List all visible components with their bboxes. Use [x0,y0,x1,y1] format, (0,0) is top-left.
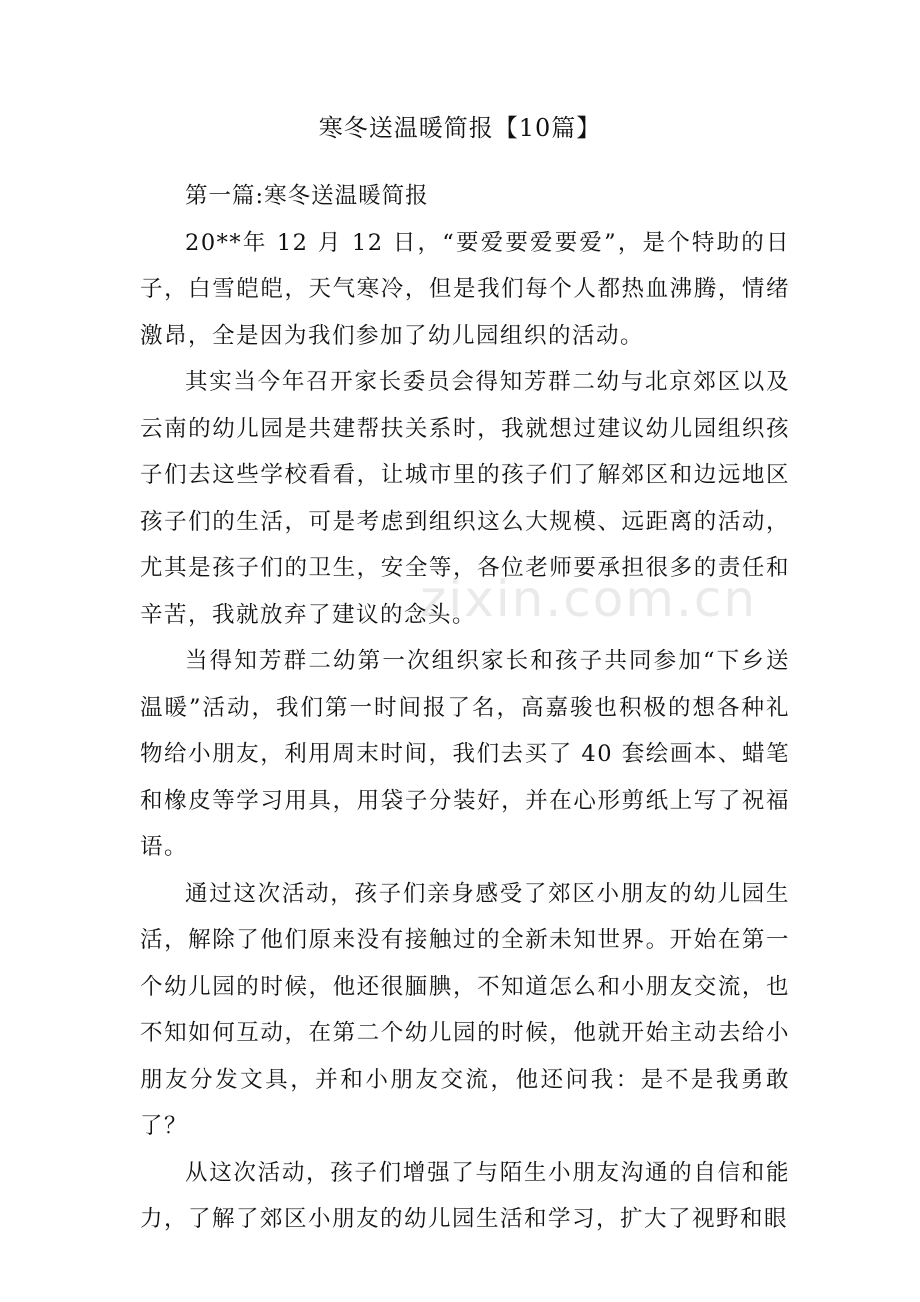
paragraph-1: 20**年 12 月 12 日，“要爱要爱要爱”，是个特助的日子，白雪皑皑，天气寒冷，但是我们每个人都热血沸腾，情绪激昂，全是因为我们参加了幼儿园组织的活动。 [140,229,790,349]
watermark: zixin.com.cn [420,570,758,628]
paragraph-4: 通过这次活动，孩子们亲身感受了郊区小朋友的幼儿园生活，解除了他们原来没有接触过的全新未知世界。开始在第一个幼儿园的时候，他还很腼腆，不知道怎么和小朋友交流，也不知如何互动，在第二个幼儿园的时候，他就开始主动去给小朋友分发文具，并和小朋友交流，他还问我：是不是我勇敢了？ [140,880,790,1139]
section-heading: 第一篇:寒冬送温暖简报 [185,183,429,209]
paragraph-5: 从这次活动，孩子们增强了与陌生小朋友沟通的自信和能力，了解了郊区小朋友的幼儿园生活和学习，扩大了视野和眼 [140,1159,790,1232]
document-title: 寒冬送温暖简报【10篇】 [318,114,602,142]
paragraph-2: 其实当今年召开家长委员会得知芳群二幼与北京郊区以及云南的幼儿园是共建帮扶关系时，我就想过建议幼儿园组织孩子们去这些学校看看，让城市里的孩子们了解郊区和边远地区孩子们的生活，可是考虑到组织这么大规模、远距离的活动，尤其是孩子们的卫生，安全等，各位老师要承担很多的责任和辛苦，我就放弃了建议的念头。 [140,369,790,628]
paragraph-3: 当得知芳群二幼第一次组织家长和孩子共同参加“下乡送温暖”活动，我们第一时间报了名，高嘉骏也积极的想各种礼物给小朋友，利用周末时间，我们去买了 40 套绘画本、蜡笔和橡皮等学习用具，用袋子分装好，并在心形剪纸上写了祝福语。 [140,648,790,860]
document-body [140,173,790,1243]
